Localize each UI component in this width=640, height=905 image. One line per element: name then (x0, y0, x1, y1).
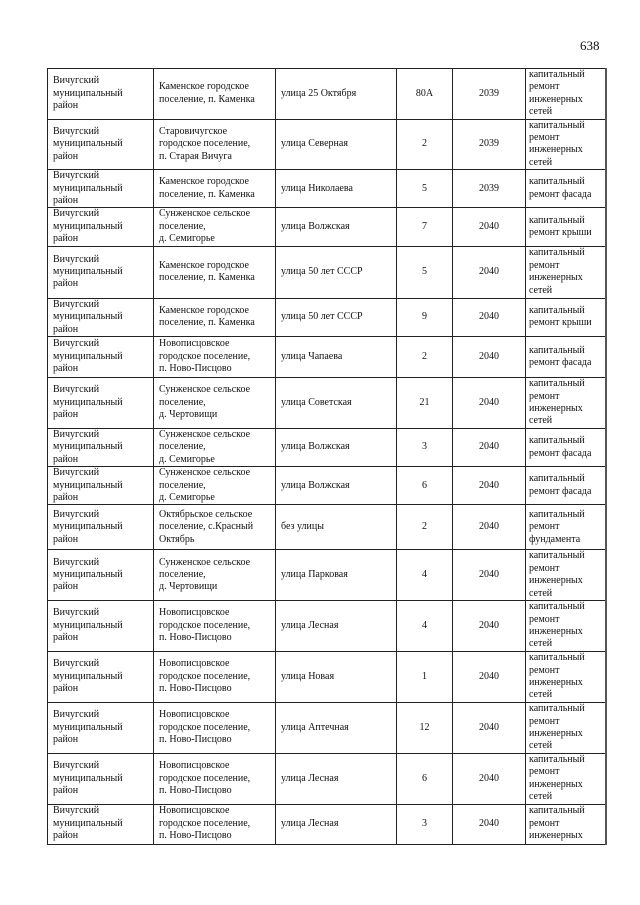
settlement-cell: Октябрьское сельское поселение, с.Красный Октябрь (154, 505, 276, 550)
work-type-cell: капитальный ремонт инженерных сетей (526, 702, 606, 753)
district-cell: Вичугский муниципальный район (48, 377, 154, 428)
work-type-cell: капитальный ремонт фасада (526, 336, 606, 377)
settlement-cell: Сунженское сельское поселение, д. Чертовищи (154, 550, 276, 601)
street-cell: улица Чапаева (276, 336, 397, 377)
year-cell: 2040 (453, 550, 526, 601)
table-row (48, 119, 606, 170)
district-cell: Вичугский муниципальный район (48, 702, 154, 753)
year-cell: 2039 (453, 170, 526, 208)
buildings-table (47, 68, 607, 845)
house-number-cell: 80А (397, 69, 453, 120)
work-type-cell: капитальный ремонт инженерных сетей (526, 550, 606, 601)
table-row (48, 753, 606, 804)
street-cell: без улицы (276, 505, 397, 550)
settlement-cell: Старовичугское городское поселение, п. Старая Вичуга (154, 119, 276, 170)
table-row (48, 298, 606, 336)
street-cell: улица Лесная (276, 804, 397, 844)
district-cell: Вичугский муниципальный район (48, 69, 154, 120)
work-type-cell: капитальный ремонт инженерных сетей (526, 119, 606, 170)
work-type-cell: капитальный ремонт инженерных сетей (526, 753, 606, 804)
work-type-cell: капитальный ремонт фасада (526, 428, 606, 466)
district-cell: Вичугский муниципальный район (48, 119, 154, 170)
year-cell: 2040 (453, 298, 526, 336)
street-cell: улица Волжская (276, 428, 397, 466)
year-cell: 2040 (453, 702, 526, 753)
work-type-cell: капитальный ремонт инженерных сетей (526, 377, 606, 428)
table-row (48, 505, 606, 550)
table-row (48, 377, 606, 428)
table-row (48, 702, 606, 753)
house-number-cell: 3 (397, 428, 453, 466)
district-cell: Вичугский муниципальный район (48, 505, 154, 550)
street-cell: улица 25 Октября (276, 69, 397, 120)
district-cell: Вичугский муниципальный район (48, 467, 154, 505)
district-cell: Вичугский муниципальный район (48, 298, 154, 336)
settlement-cell: Новописцовское городское поселение, п. Ново-Писцово (154, 651, 276, 702)
street-cell: улица Северная (276, 119, 397, 170)
settlement-cell: Новописцовское городское поселение, п. Ново-Писцово (154, 804, 276, 844)
district-cell: Вичугский муниципальный район (48, 208, 154, 246)
district-cell: Вичугский муниципальный район (48, 170, 154, 208)
table-row (48, 336, 606, 377)
house-number-cell: 12 (397, 702, 453, 753)
house-number-cell: 2 (397, 336, 453, 377)
street-cell: улица Лесная (276, 753, 397, 804)
work-type-cell: капитальный ремонт инженерных сетей (526, 246, 606, 298)
year-cell: 2040 (453, 377, 526, 428)
table-row (48, 600, 606, 651)
settlement-cell: Сунженское сельское поселение, д. Чертовищи (154, 377, 276, 428)
settlement-cell: Сунженское сельское поселение, д. Семигорье (154, 208, 276, 246)
house-number-cell: 6 (397, 753, 453, 804)
house-number-cell: 2 (397, 119, 453, 170)
table-row (48, 69, 606, 120)
house-number-cell: 5 (397, 246, 453, 298)
house-number-cell: 21 (397, 377, 453, 428)
settlement-cell: Каменское городское поселение, п. Каменка (154, 69, 276, 120)
work-type-cell: капитальный ремонт инженерных (526, 804, 606, 844)
district-cell: Вичугский муниципальный район (48, 600, 154, 651)
district-cell: Вичугский муниципальный район (48, 336, 154, 377)
table-row (48, 208, 606, 246)
year-cell: 2040 (453, 428, 526, 466)
table-row (48, 246, 606, 298)
street-cell: улица 50 лет СССР (276, 298, 397, 336)
year-cell: 2039 (453, 119, 526, 170)
settlement-cell: Новописцовское городское поселение, п. Ново-Писцово (154, 702, 276, 753)
settlement-cell: Новописцовское городское поселение, п. Ново-Писцово (154, 336, 276, 377)
settlement-cell: Новописцовское городское поселение, п. Ново-Писцово (154, 600, 276, 651)
street-cell: улица Новая (276, 651, 397, 702)
year-cell: 2040 (453, 651, 526, 702)
table-row (48, 467, 606, 505)
settlement-cell: Сунженское сельское поселение, д. Семигорье (154, 428, 276, 466)
street-cell: улица 50 лет СССР (276, 246, 397, 298)
year-cell: 2040 (453, 600, 526, 651)
house-number-cell: 5 (397, 170, 453, 208)
district-cell: Вичугский муниципальный район (48, 246, 154, 298)
district-cell: Вичугский муниципальный район (48, 753, 154, 804)
year-cell: 2040 (453, 753, 526, 804)
year-cell: 2040 (453, 804, 526, 844)
house-number-cell: 4 (397, 550, 453, 601)
settlement-cell: Каменское городское поселение, п. Каменка (154, 170, 276, 208)
table-body (48, 69, 606, 845)
work-type-cell: капитальный ремонт инженерных сетей (526, 651, 606, 702)
street-cell: улица Николаева (276, 170, 397, 208)
work-type-cell: капитальный ремонт крыши (526, 208, 606, 246)
table-row (48, 804, 606, 844)
house-number-cell: 2 (397, 505, 453, 550)
table-row (48, 428, 606, 466)
street-cell: улица Парковая (276, 550, 397, 601)
district-cell: Вичугский муниципальный район (48, 428, 154, 466)
street-cell: улица Лесная (276, 600, 397, 651)
district-cell: Вичугский муниципальный район (48, 804, 154, 844)
street-cell: улица Волжская (276, 467, 397, 505)
district-cell: Вичугский муниципальный район (48, 651, 154, 702)
settlement-cell: Сунженское сельское поселение, д. Семигорье (154, 467, 276, 505)
settlement-cell: Каменское городское поселение, п. Каменка (154, 298, 276, 336)
work-type-cell: капитальный ремонт фасада (526, 170, 606, 208)
street-cell: улица Советская (276, 377, 397, 428)
work-type-cell: капитальный ремонт фундамента (526, 505, 606, 550)
house-number-cell: 6 (397, 467, 453, 505)
year-cell: 2040 (453, 208, 526, 246)
house-number-cell: 7 (397, 208, 453, 246)
table-row (48, 550, 606, 601)
street-cell: улица Аптечная (276, 702, 397, 753)
house-number-cell: 3 (397, 804, 453, 844)
table-row (48, 651, 606, 702)
house-number-cell: 4 (397, 600, 453, 651)
work-type-cell: капитальный ремонт инженерных сетей (526, 600, 606, 651)
page-number: 638 (580, 38, 600, 53)
table-row (48, 170, 606, 208)
work-type-cell: капитальный ремонт крыши (526, 298, 606, 336)
settlement-cell: Каменское городское поселение, п. Каменка (154, 246, 276, 298)
work-type-cell: капитальный ремонт инженерных сетей (526, 69, 606, 120)
house-number-cell: 9 (397, 298, 453, 336)
year-cell: 2039 (453, 69, 526, 120)
street-cell: улица Волжская (276, 208, 397, 246)
year-cell: 2040 (453, 336, 526, 377)
work-type-cell: капитальный ремонт фасада (526, 467, 606, 505)
district-cell: Вичугский муниципальный район (48, 550, 154, 601)
year-cell: 2040 (453, 246, 526, 298)
settlement-cell: Новописцовское городское поселение, п. Ново-Писцово (154, 753, 276, 804)
house-number-cell: 1 (397, 651, 453, 702)
year-cell: 2040 (453, 505, 526, 550)
year-cell: 2040 (453, 467, 526, 505)
